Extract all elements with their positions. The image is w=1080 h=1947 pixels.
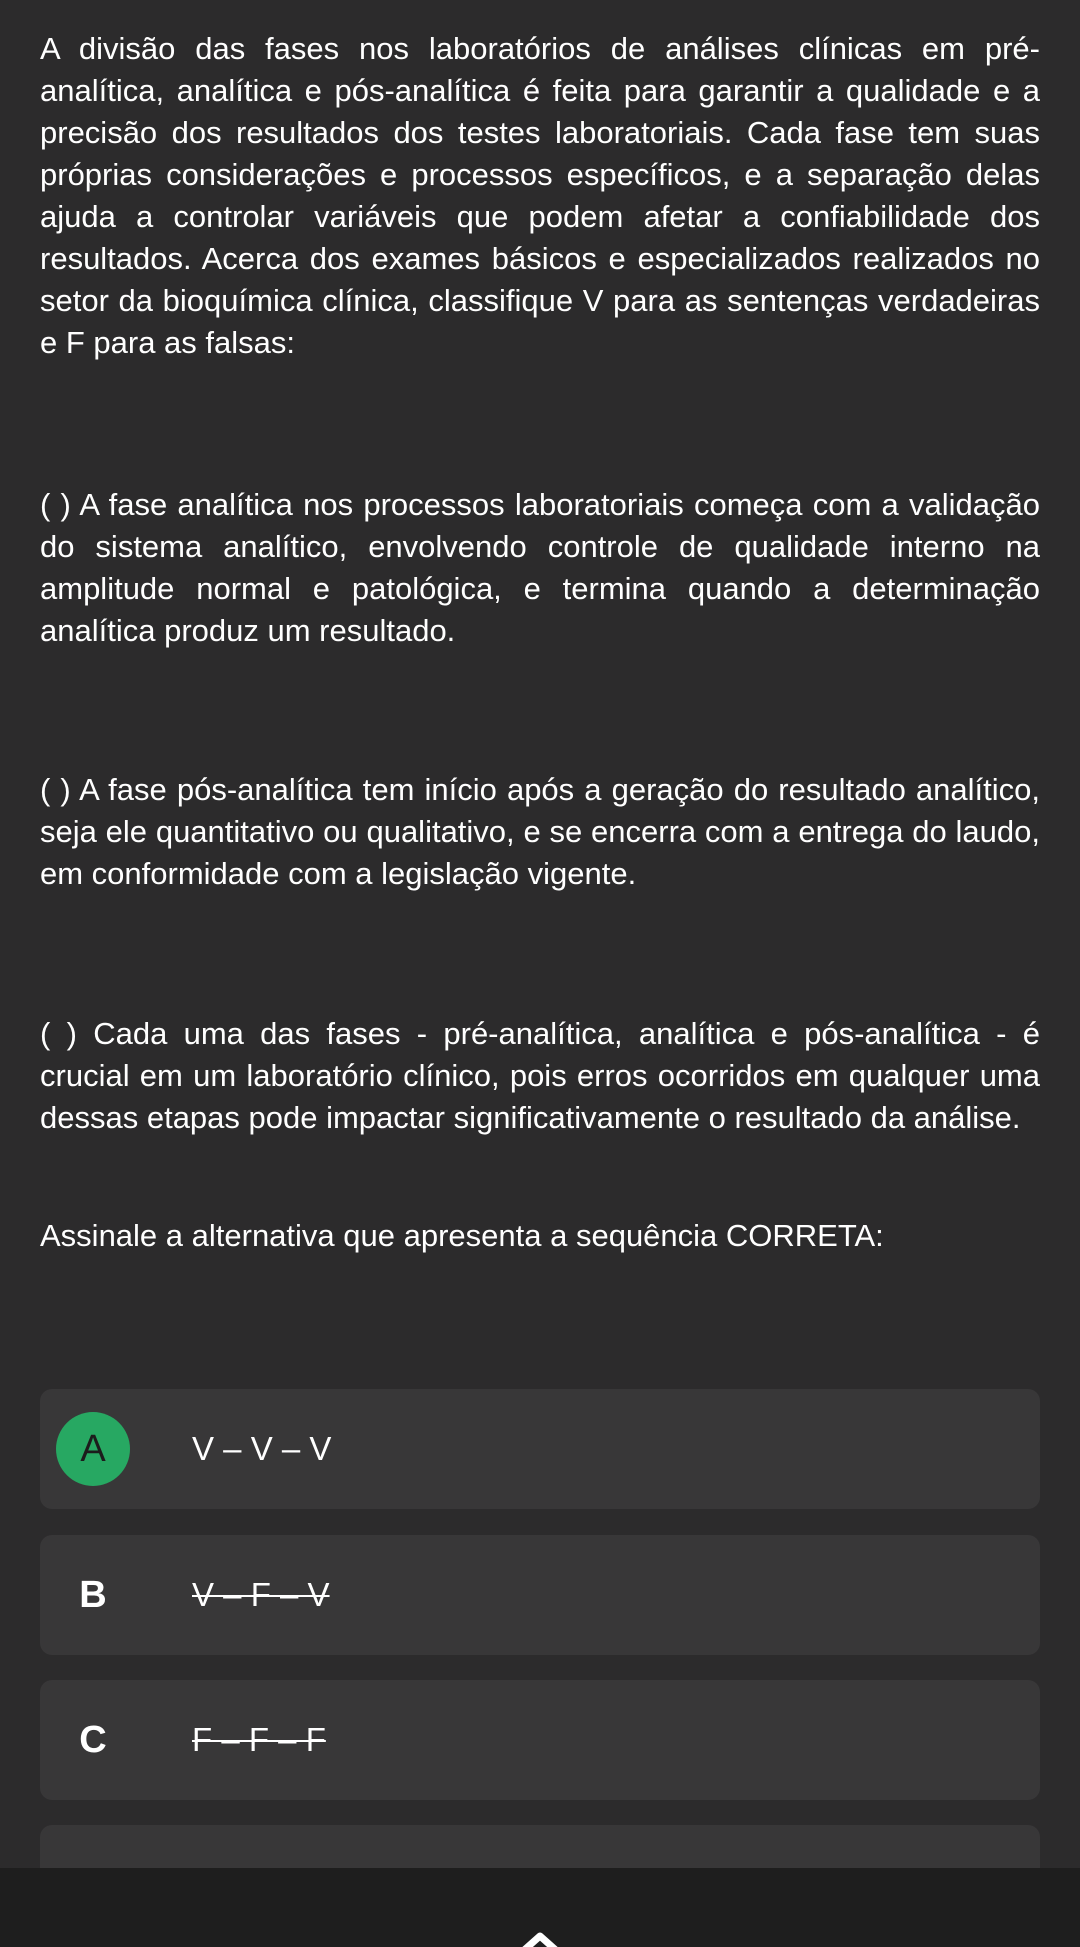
option-letter-badge: A: [56, 1412, 130, 1486]
option-a[interactable]: [40, 1389, 1040, 1509]
statement-1: ( ) A fase analítica nos processos laboratoriais começa com a validação do sistema analítico, envolvendo controle de qualidade interno na amplitude normal e patológica, e termina quando a determinação analítica produz um resultado.: [40, 487, 1040, 648]
chevron-up-icon[interactable]: [520, 1932, 560, 1947]
question-intro: A divisão das fases nos laboratórios de análises clínicas em pré-analítica, analítica e pós-analítica é feita para garantir a qualidade e a precisão dos resultados dos testes laboratoriais. Cada fase tem suas próprias considerações e processos específicos, e a separação delas ajuda a controlar variáveis que podem afetar a confiabilidade dos resultados. Acerca dos exames básicos e especializados realizados no setor da bioquímica clínica, classifique V para as sentenças verdadeiras e F para as falsas:: [40, 31, 1040, 360]
option-text: V – F – V: [192, 1576, 330, 1613]
bottom-bar[interactable]: [0, 1868, 1080, 1947]
statement-3: ( ) Cada uma das fases - pré-analítica, analítica e pós-analítica - é crucial em um laboratório clínico, pois erros ocorridos em qualquer uma dessas etapas pode impactar significativamente o resultado da análise.: [40, 1016, 1040, 1135]
statement-2: ( ) A fase pós-analítica tem início após a geração do resultado analítico, seja ele quantitativo ou qualitativo, e se encerra com a entrega do laudo, em conformidade com a legislação vigente.: [40, 772, 1040, 891]
option-letter: B: [79, 1574, 107, 1616]
option-c[interactable]: [40, 1680, 1040, 1800]
option-text: F – F – F: [192, 1721, 326, 1758]
option-letter: C: [79, 1719, 107, 1761]
option-b[interactable]: [40, 1535, 1040, 1655]
option-text: V – V – V: [192, 1430, 332, 1467]
question-prompt: Assinale a alternativa que apresenta a sequência CORRETA:: [40, 1218, 884, 1253]
